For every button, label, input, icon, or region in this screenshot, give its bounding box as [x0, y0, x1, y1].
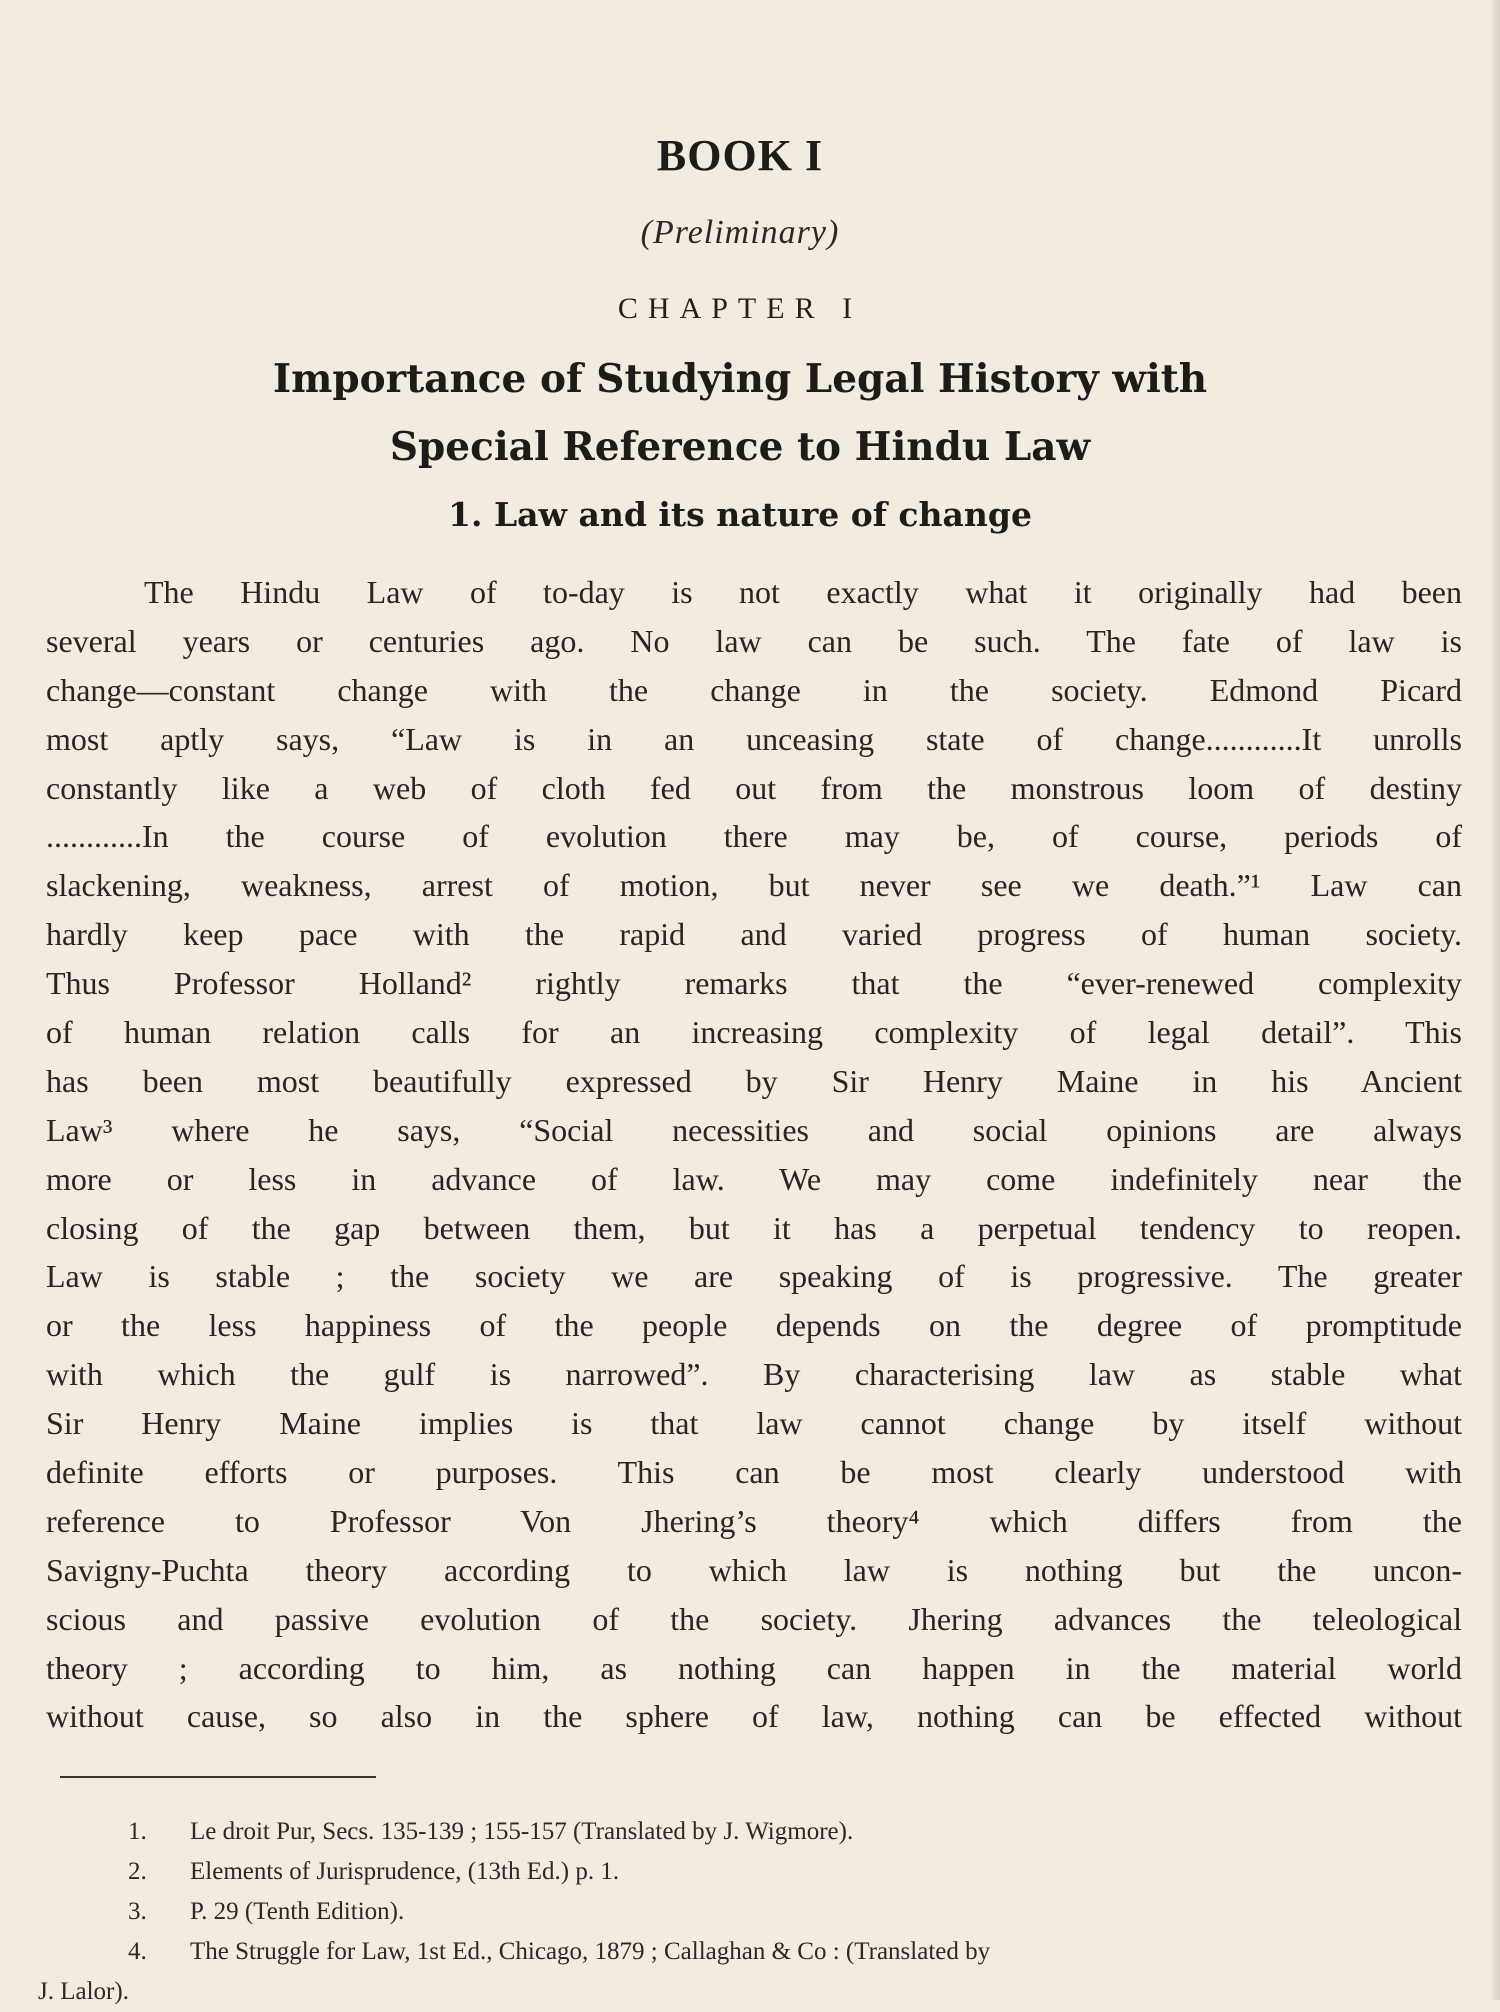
footnote-1	[128, 1812, 1468, 1852]
chapter-title-line: Importance of Studying Legal History with	[272, 356, 1208, 402]
text-line: Sir Henry Maine implies is that law cannot change by itself without	[46, 1405, 1462, 1442]
text-line: of human relation calls for an increasing complexity of legal detail”. This	[46, 1014, 1462, 1051]
text-line: The Hindu Law of to-day is not exactly what it originally had been	[144, 574, 1462, 610]
text-line: Law³ where he says, “Social necessities and social opinions are always	[46, 1111, 1462, 1148]
text-line: theory ; according to him, as nothing can happen in the material world	[46, 1649, 1462, 1686]
footnote-4	[128, 1932, 1468, 1972]
section-heading: 1. Law and its nature of change	[448, 495, 1032, 534]
text-line: hardly keep pace with the rapid and varied progress of human society.	[46, 916, 1462, 953]
footnote-text: Elements of Jurisprudence, (13th Ed.) p. 1.	[190, 1858, 620, 1885]
text-line: closing of the gap between them, but it has a perpetual tendency to reopen.	[46, 1209, 1462, 1246]
book-subtitle: (Preliminary)	[640, 214, 840, 251]
text-line: has been most beautifully expressed by Sir Henry Maine in his Ancient	[46, 1062, 1462, 1099]
text-line: change—constant change with the change in the society. Edmond Picard	[46, 671, 1462, 708]
footnote-number: 1.	[128, 1818, 147, 1845]
chapter-title	[0, 345, 1480, 481]
footnote-number: 4.	[128, 1938, 147, 1965]
footnote-text: P. 29 (Tenth Edition).	[190, 1898, 405, 1925]
footnotes	[38, 1812, 1468, 2005]
text-line: several years or centuries ago. No law can be such. The fate of law is	[46, 622, 1462, 659]
text-line: most aptly says, “Law is in an unceasing state of change............It unrolls	[46, 720, 1462, 757]
text-line: Thus Professor Holland² rightly remarks that the “ever-renewed complexity	[46, 965, 1462, 1002]
footnote-continuation: J. Lalor).	[38, 1978, 129, 2005]
text-line: more or less in advance of law. We may come indefinitely near the	[46, 1160, 1462, 1197]
book-title: BOOK I	[656, 131, 824, 180]
scan-edge-shadow	[1490, 0, 1500, 2000]
body-paragraph	[46, 568, 1462, 1741]
text-line: slackening, weakness, arrest of motion, but never see we death.”¹ Law can	[46, 867, 1462, 904]
text-line: ............In the course of evolution there may be, of course, periods of	[46, 818, 1462, 855]
footnote-number: 3.	[128, 1898, 147, 1925]
text-line: Savigny-Puchta theory according to which law is nothing but the uncon-	[46, 1551, 1462, 1588]
footnote-3	[128, 1892, 1468, 1932]
chapter-label: CHAPTER I	[617, 292, 863, 325]
text-line: constantly like a web of cloth fed out from the monstrous loom of destiny	[46, 769, 1462, 806]
text-line: without cause, so also in the sphere of law, nothing can be effected without	[46, 1698, 1462, 1735]
text-line: or the less happiness of the people depends on the degree of promptitude	[46, 1307, 1462, 1344]
chapter-title-line: Special Reference to Hindu Law	[389, 424, 1091, 470]
footnote-divider	[60, 1776, 376, 1778]
text-line: reference to Professor Von Jhering’s theory⁴ which differs from the	[46, 1502, 1462, 1539]
footnote-text: The Struggle for Law, 1st Ed., Chicago, 1879 ; Callaghan & Co : (Translated by	[190, 1938, 991, 1965]
text-line: with which the gulf is narrowed”. By characterising law as stable what	[46, 1356, 1462, 1393]
footnote-text: Le droit Pur, Secs. 135-139 ; 155-157 (Translated by J. Wigmore).	[190, 1818, 854, 1845]
text-line: definite efforts or purposes. This can be most clearly understood with	[46, 1454, 1462, 1491]
footnote-number: 2.	[128, 1858, 147, 1885]
footnote-2	[128, 1852, 1468, 1892]
text-line: Law is stable ; the society we are speaking of is progressive. The greater	[46, 1258, 1462, 1295]
text-line: scious and passive evolution of the society. Jhering advances the teleological	[46, 1600, 1462, 1637]
